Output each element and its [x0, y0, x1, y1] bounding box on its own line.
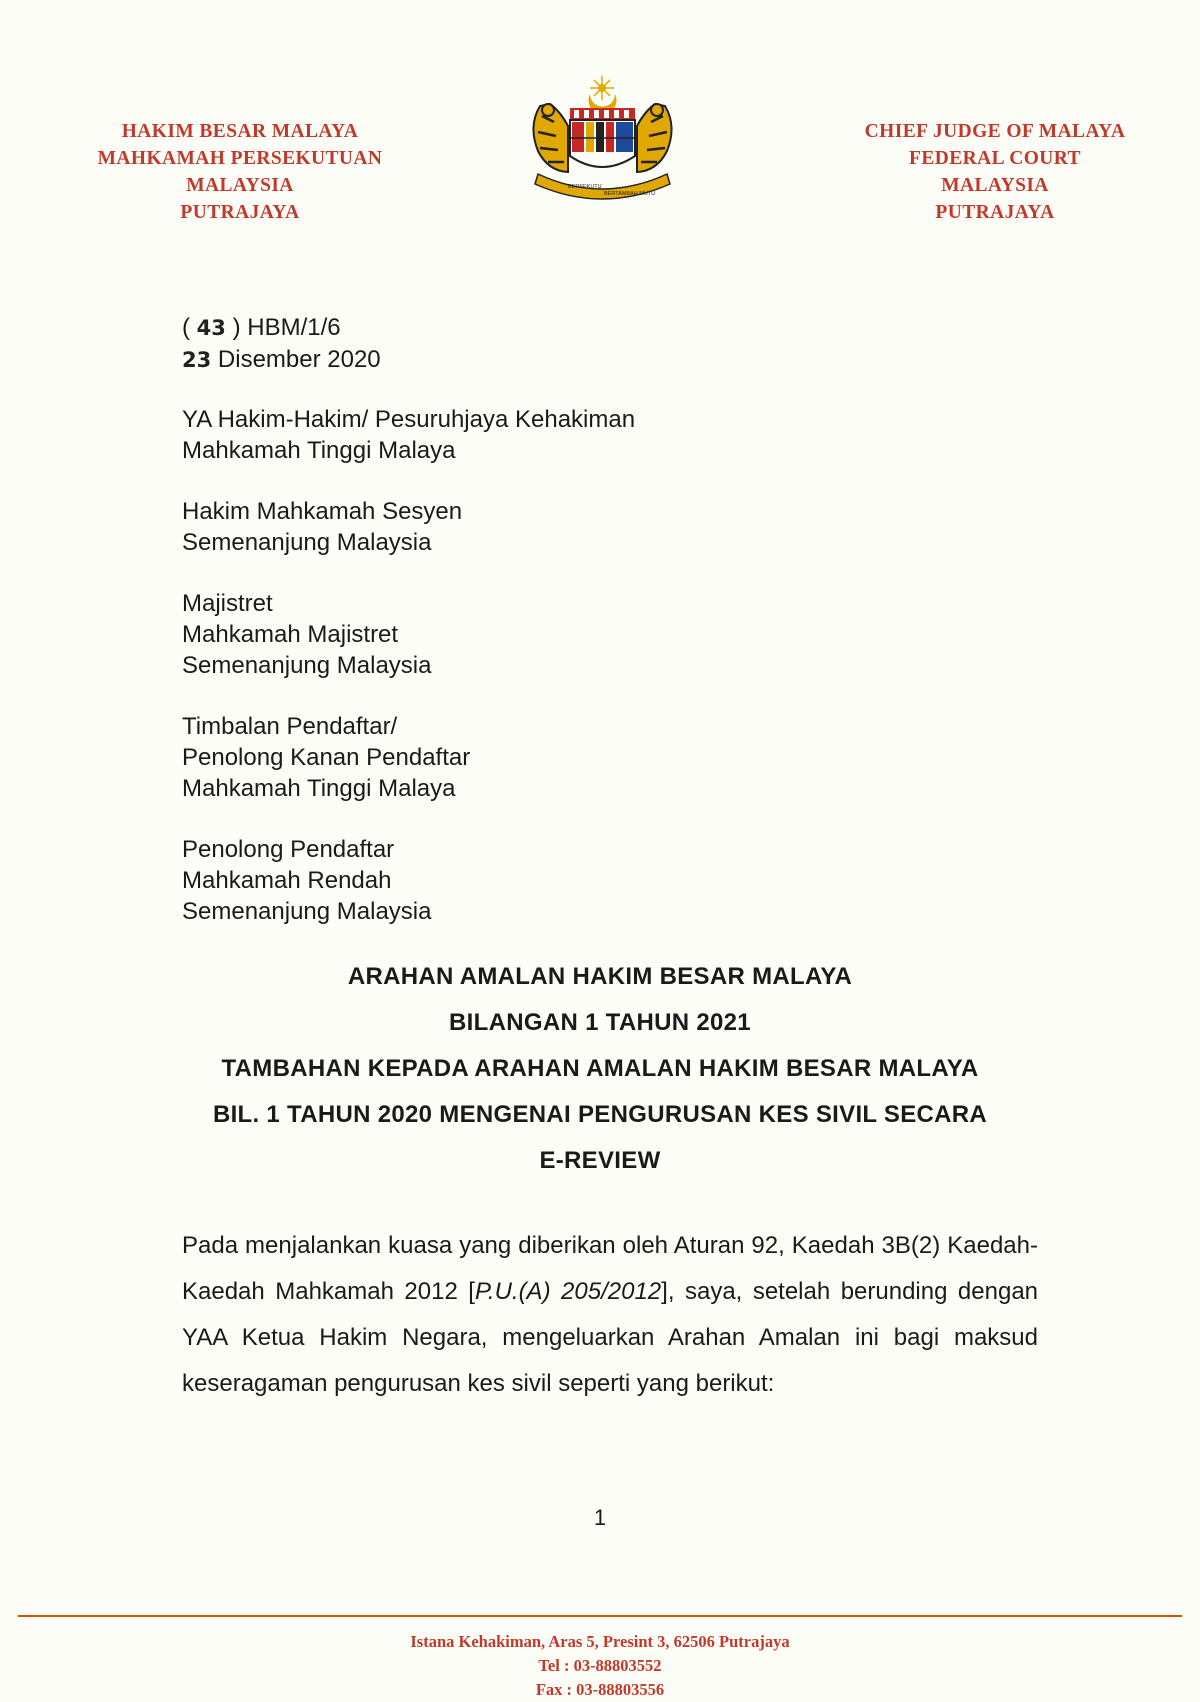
header-left: [70, 118, 410, 226]
title-line: BILANGAN 1 TAHUN 2021: [449, 1009, 751, 1036]
title-line: TAMBAHAN KEPADA ARAHAN AMALAN HAKIM BESAR MALAYA: [221, 1055, 979, 1082]
body-text-part1: Pada menjalankan kuasa yang diberikan oleh Aturan 92, Kaedah 3B(2) Kaedah-Kaedah Mahkamah 2012 [: [182, 1232, 1038, 1305]
addressee-line: Penolong Kanan Pendaftar: [182, 744, 471, 771]
reference-number-line: ( 43 ) HBM/1/6: [182, 314, 341, 341]
body-citation: P.U.(A) 205/2012: [474, 1278, 662, 1305]
document-title: [0, 954, 1200, 1184]
body-text-part2: ], saya, setelah berunding dengan YAA Ketua Hakim Negara, mengeluarkan Arahan Amalan ini bagi maksud keseragaman pengurusan kes sivil seperti yang berikut:: [182, 1278, 1039, 1397]
addressee-line: YA Hakim-Hakim/ Pesuruhjaya Kehakiman: [182, 406, 636, 433]
title-line: ARAHAN AMALAN HAKIM BESAR MALAYA: [347, 963, 853, 990]
crest-ribbon-left: BERSEKUTU: [568, 184, 602, 190]
footer-divider: [18, 1615, 1182, 1617]
addressee-line: Semenanjung Malaysia: [182, 529, 432, 556]
header-left-line: HAKIM BESAR MALAYA: [121, 121, 359, 142]
addressee-line: Majistret: [182, 590, 273, 617]
addressee-block: [182, 496, 462, 558]
header-right-line: PUTRAJAYA: [935, 202, 1055, 223]
addressee-line: Timbalan Pendaftar/: [182, 713, 398, 740]
page-number: 1: [593, 1505, 607, 1530]
addressee-line: Mahkamah Rendah: [182, 867, 392, 894]
addressee-line: Semenanjung Malaysia: [182, 652, 432, 679]
reference-block: [182, 312, 381, 376]
crest-ribbon-right: BERTAMBAH MUTU: [604, 191, 656, 197]
footer-contact: [0, 1654, 1200, 1702]
reference-date-line: [182, 344, 381, 376]
addressee-block: [182, 711, 470, 804]
addressee-block: [182, 588, 431, 681]
addressee-line: Mahkamah Tinggi Malaya: [182, 437, 456, 464]
reference-month-year: Disember 2020: [217, 346, 381, 373]
footer-address: Istana Kehakiman, Aras 5, Presint 3, 62506 Putrajaya: [410, 1632, 790, 1651]
header-left-line: PUTRAJAYA: [180, 202, 300, 223]
addressee-line: Hakim Mahkamah Sesyen: [182, 498, 463, 525]
addressee-block: [182, 404, 635, 466]
header-right-line: MALAYSIA: [941, 175, 1049, 196]
footer-tel: Tel : 03-88803552: [538, 1656, 662, 1675]
addressee-block: [182, 834, 431, 927]
addressee-line: Mahkamah Majistret: [182, 621, 399, 648]
addressee-line: Penolong Pendaftar: [182, 836, 395, 863]
addressee-line: Mahkamah Tinggi Malaya: [182, 775, 456, 802]
reference-day: 23: [182, 348, 212, 372]
header-left-line: MAHKAMAH PERSEKUTUAN: [97, 148, 383, 169]
addressee-line: Semenanjung Malaysia: [182, 898, 432, 925]
footer: [0, 1630, 1200, 1702]
reference-number: 43: [196, 316, 226, 340]
header-right-line: CHIEF JUDGE OF MALAYA: [864, 121, 1126, 142]
reference-code: HBM/1/6: [247, 314, 341, 341]
footer-fax: Fax : 03-88803556: [535, 1680, 665, 1699]
malaysia-coat-of-arms-icon: [520, 76, 685, 211]
body-paragraph: [182, 1223, 1038, 1407]
header-left-line: MALAYSIA: [186, 175, 294, 196]
title-line: E-REVIEW: [539, 1147, 661, 1174]
header-right-line: FEDERAL COURT: [909, 148, 1081, 169]
header-right: [830, 118, 1160, 226]
title-line: BIL. 1 TAHUN 2020 MENGENAI PENGURUSAN KES SIVIL SECARA: [212, 1101, 988, 1128]
